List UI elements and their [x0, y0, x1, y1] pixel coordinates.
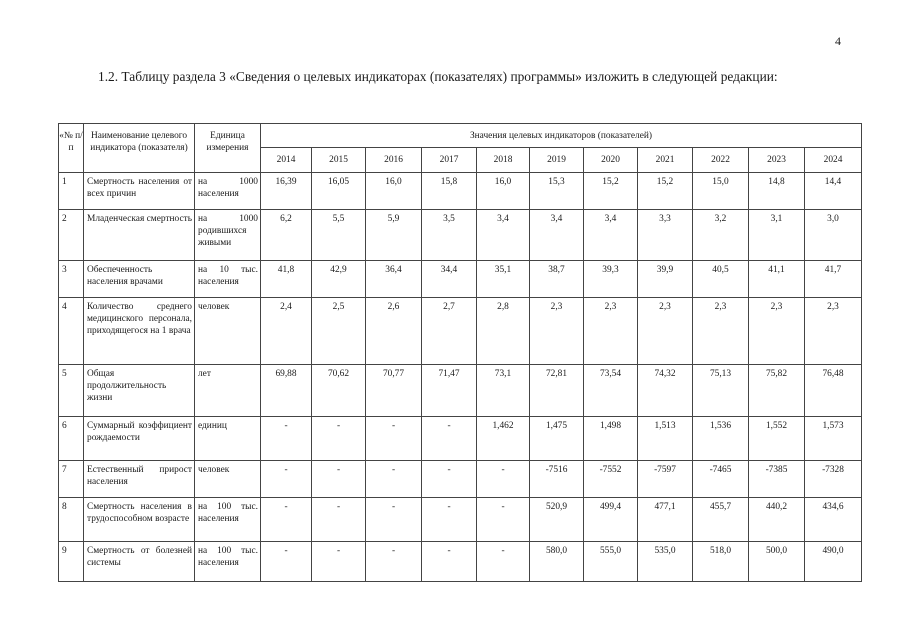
header-year: 2023 [749, 148, 805, 173]
value-cell: 73,1 [477, 365, 530, 417]
value-cell: - [366, 498, 422, 542]
unit-cell: на 100 тыс. населения [195, 498, 261, 542]
row-number: 9 [59, 542, 84, 582]
value-cell: -7516 [530, 461, 584, 498]
value-cell: 14,8 [749, 173, 805, 210]
value-cell: 490,0 [805, 542, 862, 582]
value-cell: 3,4 [584, 210, 638, 261]
value-cell: -7328 [805, 461, 862, 498]
value-cell: 39,9 [638, 261, 693, 298]
header-year: 2024 [805, 148, 862, 173]
header-unit: Единица измерения [195, 124, 261, 173]
header-year: 2022 [693, 148, 749, 173]
value-cell: 16,39 [261, 173, 312, 210]
value-cell: 500,0 [749, 542, 805, 582]
value-cell: 3,4 [477, 210, 530, 261]
value-cell: 5,9 [366, 210, 422, 261]
value-cell: 455,7 [693, 498, 749, 542]
value-cell: 38,7 [530, 261, 584, 298]
value-cell: -7465 [693, 461, 749, 498]
value-cell: 3,4 [530, 210, 584, 261]
value-cell: 15,2 [584, 173, 638, 210]
value-cell: 74,32 [638, 365, 693, 417]
row-number: 4 [59, 298, 84, 365]
value-cell: - [312, 417, 366, 461]
value-cell: 1,536 [693, 417, 749, 461]
header-name: Наименование целевого индикатора (показателя) [84, 124, 195, 173]
value-cell: 39,3 [584, 261, 638, 298]
value-cell: 2,4 [261, 298, 312, 365]
value-cell: 36,4 [366, 261, 422, 298]
value-cell: 16,05 [312, 173, 366, 210]
unit-cell: человек [195, 461, 261, 498]
header-year: 2019 [530, 148, 584, 173]
page-number: 4 [835, 34, 841, 48]
value-cell: 477,1 [638, 498, 693, 542]
unit-cell: человек [195, 298, 261, 365]
value-cell: 520,9 [530, 498, 584, 542]
value-cell: 1,552 [749, 417, 805, 461]
header-year: 2021 [638, 148, 693, 173]
header-year: 2016 [366, 148, 422, 173]
value-cell: 75,13 [693, 365, 749, 417]
value-cell: 70,62 [312, 365, 366, 417]
unit-cell: на 100 тыс. населения [195, 542, 261, 582]
value-cell: 15,0 [693, 173, 749, 210]
value-cell: 42,9 [312, 261, 366, 298]
value-cell: - [366, 417, 422, 461]
value-cell: - [477, 542, 530, 582]
table-row [59, 461, 862, 498]
value-cell: 40,5 [693, 261, 749, 298]
value-cell: 1,498 [584, 417, 638, 461]
value-cell: 16,0 [477, 173, 530, 210]
value-cell: 2,8 [477, 298, 530, 365]
header-values-group: Значения целевых индикаторов (показателей) [261, 124, 862, 148]
table-row [59, 210, 862, 261]
value-cell: 16,0 [366, 173, 422, 210]
value-cell: 34,4 [422, 261, 477, 298]
indicator-name: Количество среднего медицинского персонала, приходящегося на 1 врача [84, 298, 195, 365]
value-cell: 2,3 [693, 298, 749, 365]
value-cell: 1,462 [477, 417, 530, 461]
indicator-name: Общая продолжительность жизни [84, 365, 195, 417]
table-row [59, 365, 862, 417]
value-cell: - [422, 542, 477, 582]
value-cell: 2,3 [638, 298, 693, 365]
row-number: 3 [59, 261, 84, 298]
value-cell: - [477, 461, 530, 498]
unit-cell: на 10 тыс. населения [195, 261, 261, 298]
table-row [59, 173, 862, 210]
table-body [59, 173, 862, 582]
value-cell: 5,5 [312, 210, 366, 261]
value-cell: 1,513 [638, 417, 693, 461]
value-cell: 35,1 [477, 261, 530, 298]
row-number: 5 [59, 365, 84, 417]
unit-cell: единиц [195, 417, 261, 461]
value-cell: - [261, 417, 312, 461]
value-cell: 434,6 [805, 498, 862, 542]
value-cell: 1,573 [805, 417, 862, 461]
value-cell: 2,3 [530, 298, 584, 365]
indicator-name: Естественный прирост населения [84, 461, 195, 498]
indicator-name: Обеспеченность населения врачами [84, 261, 195, 298]
row-number: 1 [59, 173, 84, 210]
row-number: 6 [59, 417, 84, 461]
value-cell: 3,1 [749, 210, 805, 261]
indicator-name: Младенческая смертность [84, 210, 195, 261]
table-row [59, 498, 862, 542]
value-cell: 535,0 [638, 542, 693, 582]
value-cell: 6,2 [261, 210, 312, 261]
value-cell: 69,88 [261, 365, 312, 417]
value-cell: 15,2 [638, 173, 693, 210]
value-cell: 1,475 [530, 417, 584, 461]
value-cell: 580,0 [530, 542, 584, 582]
indicator-name: Смертность от болезней системы [84, 542, 195, 582]
value-cell: 70,77 [366, 365, 422, 417]
header-num: «№ п/п [59, 124, 84, 173]
value-cell: 76,48 [805, 365, 862, 417]
row-number: 2 [59, 210, 84, 261]
value-cell: 2,6 [366, 298, 422, 365]
header-year: 2017 [422, 148, 477, 173]
value-cell: 41,7 [805, 261, 862, 298]
table-row [59, 261, 862, 298]
indicator-name: Смертность населения в трудоспособном возрасте [84, 498, 195, 542]
row-number: 7 [59, 461, 84, 498]
header-year: 2018 [477, 148, 530, 173]
value-cell: - [261, 498, 312, 542]
value-cell: 499,4 [584, 498, 638, 542]
value-cell: - [312, 461, 366, 498]
value-cell: 2,7 [422, 298, 477, 365]
value-cell: 2,5 [312, 298, 366, 365]
value-cell: 41,8 [261, 261, 312, 298]
value-cell: 3,0 [805, 210, 862, 261]
value-cell: 555,0 [584, 542, 638, 582]
header-year: 2020 [584, 148, 638, 173]
row-number: 8 [59, 498, 84, 542]
value-cell: 3,3 [638, 210, 693, 261]
value-cell: 3,5 [422, 210, 477, 261]
value-cell: 72,81 [530, 365, 584, 417]
value-cell: - [312, 498, 366, 542]
intro-paragraph: 1.2. Таблицу раздела 3 «Сведения о целевых индикаторах (показателях) программы» изложить в следующей редакции: [98, 69, 778, 84]
value-cell: 75,82 [749, 365, 805, 417]
unit-cell: на 1000 населения [195, 173, 261, 210]
value-cell: 518,0 [693, 542, 749, 582]
value-cell: 15,3 [530, 173, 584, 210]
table-row [59, 542, 862, 582]
value-cell: 2,3 [749, 298, 805, 365]
value-cell: - [422, 417, 477, 461]
value-cell: 3,2 [693, 210, 749, 261]
unit-cell: на 1000 родившихся живыми [195, 210, 261, 261]
table-row [59, 298, 862, 365]
indicator-name: Смертность населения от всех причин [84, 173, 195, 210]
indicators-table [58, 123, 862, 582]
value-cell: - [366, 542, 422, 582]
indicator-name: Суммарный коэффициент рождаемости [84, 417, 195, 461]
unit-cell: лет [195, 365, 261, 417]
value-cell: 41,1 [749, 261, 805, 298]
value-cell: - [422, 461, 477, 498]
value-cell: 14,4 [805, 173, 862, 210]
value-cell: 15,8 [422, 173, 477, 210]
value-cell: - [261, 542, 312, 582]
value-cell: 73,54 [584, 365, 638, 417]
value-cell: - [422, 498, 477, 542]
header-year: 2014 [261, 148, 312, 173]
value-cell: 71,47 [422, 365, 477, 417]
value-cell: 2,3 [805, 298, 862, 365]
value-cell: 440,2 [749, 498, 805, 542]
value-cell: -7552 [584, 461, 638, 498]
value-cell: - [366, 461, 422, 498]
value-cell: - [261, 461, 312, 498]
header-year: 2015 [312, 148, 366, 173]
value-cell: -7597 [638, 461, 693, 498]
table-row [59, 417, 862, 461]
value-cell: - [312, 542, 366, 582]
value-cell: - [477, 498, 530, 542]
value-cell: 2,3 [584, 298, 638, 365]
header-row-top [59, 124, 862, 148]
value-cell: -7385 [749, 461, 805, 498]
